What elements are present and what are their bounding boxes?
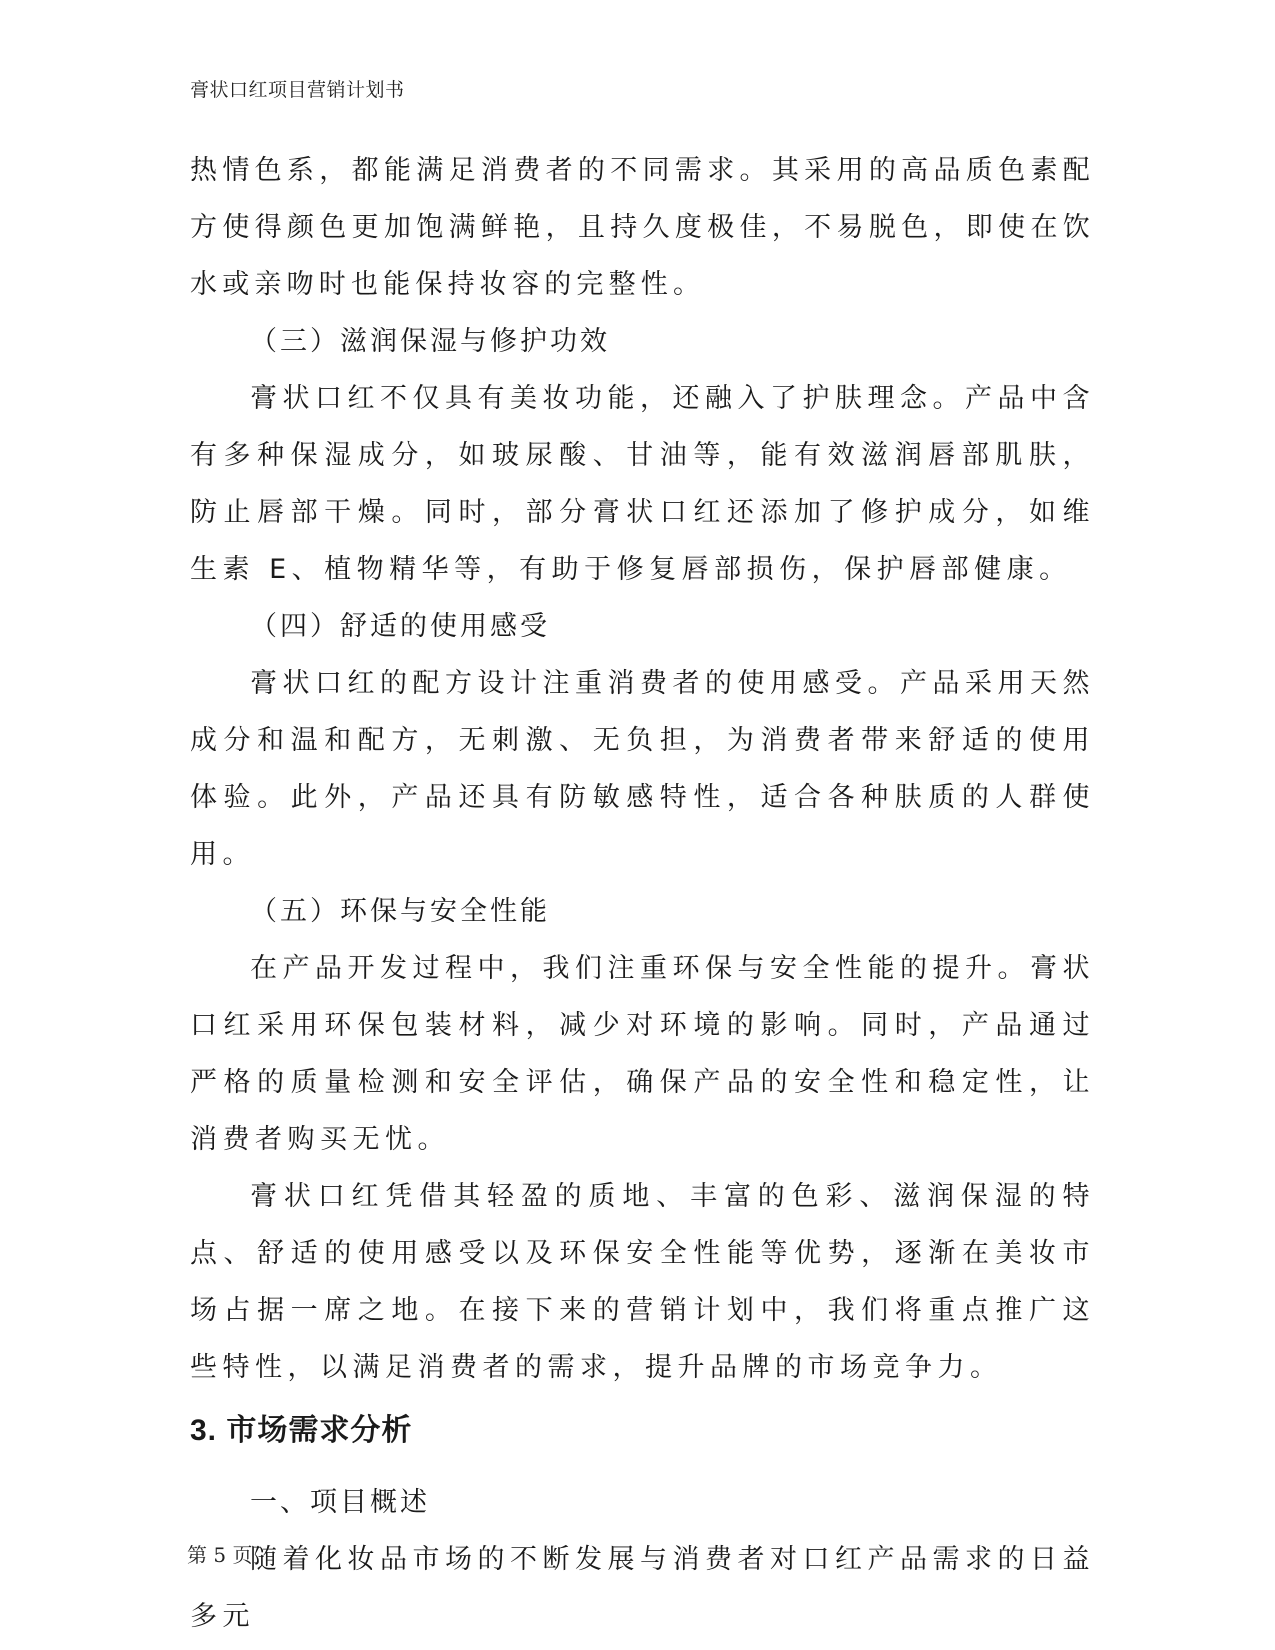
paragraph-moisturizing: 膏状口红不仅具有美妆功能，还融入了护肤理念。产品中含有多种保湿成分，如玻尿酸、甘油等，能有效滋润唇部肌肤，防止唇部干燥。同时，部分膏状口红还添加了修护成分，如维生素 E、植物精华等，有助于修复唇部损伤，保护唇部健康。 [190, 383, 1095, 585]
paragraph-eco-safety: 在产品开发过程中，我们注重环保与安全性能的提升。膏状口红采用环保包装材料，减少对环境的影响。同时，产品通过严格的质量检测和安全评估，确保产品的安全性和稳定性，让消费者购买无忧。 [190, 953, 1095, 1155]
subheading-comfort: （四）舒适的使用感受 [250, 611, 550, 642]
subheading-project-overview: 一、项目概述 [250, 1487, 430, 1518]
paragraph-color-continuation: 热情色系，都能满足消费者的不同需求。其采用的高品质色素配方使得颜色更加饱满鲜艳，且持久度极佳，不易脱色，即使在饮水或亲吻时也能保持妆容的完整性。 [190, 155, 1095, 300]
paragraph-comfort: 膏状口红的配方设计注重消费者的使用感受。产品采用天然成分和温和配方，无刺激、无负担，为消费者带来舒适的使用体验。此外，产品还具有防敏感特性，适合各种肤质的人群使用。 [190, 668, 1095, 870]
paragraph-summary: 膏状口红凭借其轻盈的质地、丰富的色彩、滋润保湿的特点、舒适的使用感受以及环保安全性能等优势，逐渐在美妆市场占据一席之地。在接下来的营销计划中，我们将重点推广这些特性，以满足消费者的需求，提升品牌的市场竞争力。 [190, 1181, 1095, 1383]
subheading-moisturizing: （三）滋润保湿与修护功效 [250, 326, 610, 357]
paragraph-overview: 随着化妆品市场的不断发展与消费者对口红产品需求的日益多元 [190, 1544, 1095, 1632]
subheading-eco-safety: （五）环保与安全性能 [250, 896, 550, 927]
page-number: 第 5 页 [187, 1543, 253, 1567]
document-body [190, 142, 1095, 1645]
page-header-title: 膏状口红项目营销计划书 [190, 79, 405, 101]
section-title-market-demand: 3. 市场需求分析 [190, 1414, 413, 1447]
